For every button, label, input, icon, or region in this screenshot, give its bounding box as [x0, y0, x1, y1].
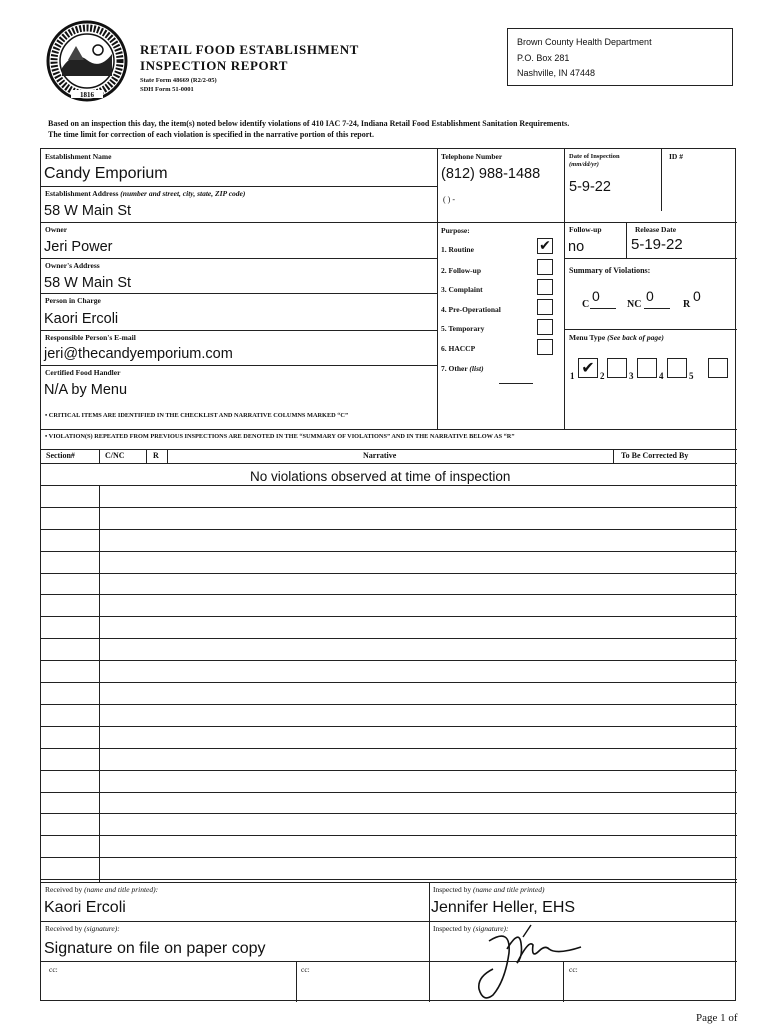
department-name: Brown County Health Department: [517, 37, 652, 47]
inspected-signature-label: Inspected by (signature):: [433, 924, 509, 933]
page-number: Page 1 of: [696, 1012, 738, 1024]
narrative-rule-line: [41, 813, 737, 814]
narrative-rule-line: [41, 879, 737, 880]
telephone-value[interactable]: (812) 988-1488: [441, 166, 541, 182]
summary-critical-value[interactable]: 0: [592, 288, 600, 304]
summary-repeat-value[interactable]: 0: [693, 288, 701, 304]
release-date-label: Release Date: [635, 225, 677, 234]
department-po-box: P.O. Box 281: [517, 52, 570, 63]
state-seal-icon: [46, 20, 128, 102]
narrative-row-text[interactable]: No violations observed at time of inspection: [250, 469, 511, 484]
menu-type-3-label: 3: [629, 371, 634, 381]
form-number: State Form 48669 (R2/2-05): [140, 77, 217, 84]
establishment-address-value[interactable]: 58 W Main St: [44, 203, 132, 219]
followup-value[interactable]: no: [568, 239, 585, 255]
menu-type-5-label: 5: [689, 371, 694, 381]
inspection-date-value[interactable]: 5-9-22: [569, 179, 611, 195]
narrative-rule-line: [41, 792, 737, 793]
col-section: Section#: [46, 451, 75, 460]
narrative-rule-line: [41, 682, 737, 683]
narrative-rule-line: [41, 507, 737, 508]
narrative-rule-line: [41, 529, 737, 530]
menu-type-4-label: 4: [659, 371, 664, 381]
purpose-routine-label: 1. Routine: [441, 245, 474, 254]
release-date-value[interactable]: 5-19-22: [631, 236, 683, 253]
seal-year: 1816: [80, 91, 94, 99]
purpose-label: Purpose:: [441, 226, 470, 235]
purpose-haccp-label: 6. HACCP: [441, 344, 476, 353]
purpose-other-label: 7. Other (list): [441, 364, 484, 373]
menu-type-3-checkbox[interactable]: [637, 358, 657, 378]
inspected-by-label: Inspected by (name and title printed): [433, 885, 545, 894]
narrative-section-divider: [99, 485, 100, 882]
person-in-charge-label: Person in Charge: [45, 296, 101, 305]
received-signature-value[interactable]: Signature on file on paper copy: [44, 940, 266, 957]
inspected-by-value[interactable]: Jennifer Heller, EHS: [431, 899, 576, 916]
menu-type-1-checkbox[interactable]: ✔: [578, 358, 598, 378]
purpose-preoperational-label: 4. Pre-Operational: [441, 305, 501, 314]
received-signature-label: Received by (signature):: [45, 924, 120, 933]
intro-text: [48, 118, 748, 140]
menu-type-5-checkbox[interactable]: [708, 358, 728, 378]
food-handler-value[interactable]: N/A by Menu: [44, 382, 128, 398]
establishment-address-label: Establishment Address (number and street, city, state, ZIP code): [45, 189, 246, 198]
purpose-haccp-checkbox[interactable]: [537, 339, 553, 355]
purpose-complaint-checkbox[interactable]: [537, 279, 553, 295]
summary-critical-label: C: [582, 299, 590, 310]
menu-type-2-checkbox[interactable]: [607, 358, 627, 378]
menu-type-label: Menu Type (See back of page): [569, 333, 664, 342]
menu-type-4-checkbox[interactable]: [667, 358, 687, 378]
purpose-temporary-label: 5. Temporary: [441, 324, 485, 333]
narrative-rule-line: [41, 485, 737, 486]
department-city: Nashville, IN 47448: [517, 68, 596, 78]
narrative-rule-line: [41, 726, 737, 727]
narrative-rule-line: [41, 835, 737, 836]
col-repeat: R: [153, 451, 159, 460]
narrative-rule-line: [41, 551, 737, 552]
intro-line-2: The time limit for correction of each violation is specified in the narrative portion of this report.: [48, 130, 374, 139]
received-by-label: Received by (name and title printed):: [45, 885, 159, 894]
purpose-other-line[interactable]: [499, 383, 533, 384]
inspection-form: [40, 148, 736, 1001]
summary-noncritical-value[interactable]: 0: [646, 288, 654, 304]
menu-type-2-label: 2: [600, 371, 605, 381]
report-title: [140, 42, 359, 94]
person-in-charge-value[interactable]: Kaori Ercoli: [44, 311, 119, 327]
col-correct-by: To Be Corrected By: [621, 451, 689, 460]
email-label: Responsible Person's E-mail: [45, 333, 136, 342]
cc-1-label[interactable]: cc:: [49, 965, 58, 974]
owner-value[interactable]: Jeri Power: [44, 239, 113, 255]
sdh-form-number: SDH Form 51-0001: [140, 86, 194, 93]
narrative-rule-line: [41, 638, 737, 639]
cc-2-label[interactable]: cc:: [301, 965, 310, 974]
col-narrative: Narrative: [363, 451, 397, 460]
inspection-date-hint: (mm/dd/yr): [569, 161, 599, 168]
id-label: ID #: [669, 152, 683, 161]
repeated-violations-note: • VIOLATION(S) REPEATED FROM PREVIOUS INSPECTIONS ARE DENOTED IN THE “SUMMARY OF VIOLATIONS” AND IN THE NARRATIVE BELOW AS “R”: [45, 433, 515, 440]
establishment-name-value[interactable]: Candy Emporium: [44, 165, 168, 182]
summary-noncritical-label: NC: [627, 299, 642, 310]
narrative-rule-line: [41, 594, 737, 595]
received-by-value[interactable]: Kaori Ercoli: [44, 899, 126, 916]
col-critical: C/NC: [105, 451, 125, 460]
purpose-temporary-checkbox[interactable]: [537, 319, 553, 335]
inspector-signature-image: [459, 919, 589, 1003]
narrative-rule-line: [41, 616, 737, 617]
purpose-complaint-label: 3. Complaint: [441, 285, 483, 294]
owner-address-label: Owner's Address: [45, 261, 100, 270]
purpose-routine-checkbox[interactable]: ✔: [537, 238, 553, 254]
food-handler-label: Certified Food Handler: [45, 368, 121, 377]
telephone-label: Telephone Number: [441, 152, 503, 161]
telephone-secondary[interactable]: ( ) -: [443, 195, 455, 204]
establishment-name-label: Establishment Name: [45, 152, 112, 161]
menu-type-1-label: 1: [570, 371, 575, 381]
cc-3-label[interactable]: cc:: [569, 965, 578, 974]
purpose-preoperational-checkbox[interactable]: [537, 299, 553, 315]
department-address-box: [507, 28, 733, 86]
narrative-rule-line: [41, 704, 737, 705]
owner-address-value[interactable]: 58 W Main St: [44, 275, 132, 291]
narrative-rule-line: [41, 857, 737, 858]
narrative-rule-line: [41, 660, 737, 661]
inspection-date-label: Date of Inspection: [569, 153, 620, 160]
followup-label: Follow-up: [569, 225, 602, 234]
narrative-rule-line: [41, 573, 737, 574]
summary-repeat-label: R: [683, 299, 691, 310]
title-line-1: RETAIL FOOD ESTABLISHMENT: [140, 42, 359, 57]
owner-label: Owner: [45, 225, 68, 234]
email-value[interactable]: jeri@thecandyemporium.com: [44, 346, 233, 362]
summary-label: Summary of Violations:: [569, 266, 651, 275]
title-line-2: INSPECTION REPORT: [140, 58, 289, 73]
intro-line-1: Based on an inspection this day, the item(s) noted below identify violations of 410 IAC 7-24, Indiana Retail Food Establishment Sanitation Requirements.: [48, 119, 570, 128]
narrative-rule-line: [41, 770, 737, 771]
critical-items-note: • CRITICAL ITEMS ARE IDENTIFIED IN THE CHECKLIST AND NARRATIVE COLUMNS MARKED “C”: [45, 412, 349, 419]
purpose-followup-label: 2. Follow-up: [441, 266, 482, 275]
narrative-rule-line: [41, 748, 737, 749]
purpose-followup-checkbox[interactable]: [537, 259, 553, 275]
